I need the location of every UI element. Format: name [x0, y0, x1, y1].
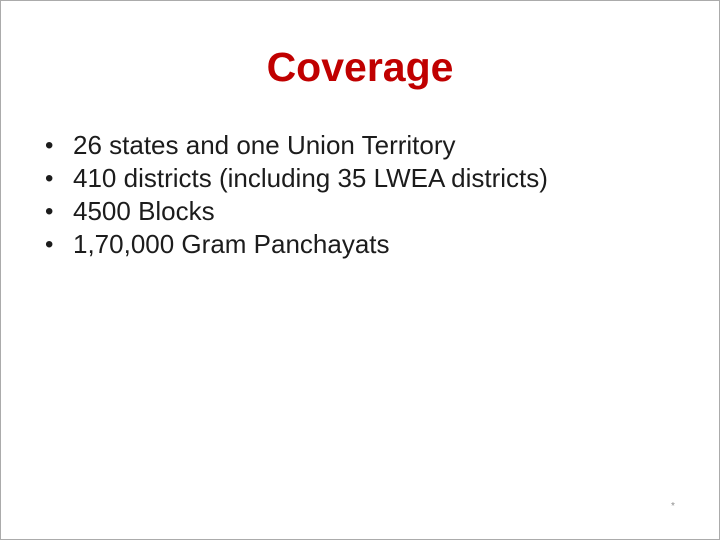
bullet-icon: • [45, 165, 54, 192]
list-item [45, 129, 695, 162]
list-item [45, 162, 695, 195]
footnote-asterisk: * [671, 501, 675, 512]
bullet-icon: • [45, 198, 54, 225]
bullet-text: 1,70,000 Gram Panchayats [73, 229, 390, 259]
bullet-text: 4500 Blocks [73, 196, 215, 226]
bullet-icon: • [45, 231, 54, 258]
bullet-text: 26 states and one Union Territory [73, 130, 456, 160]
slide-title: Coverage [266, 44, 454, 90]
bullet-text: 410 districts (including 35 LWEA districts) [73, 163, 548, 193]
bullet-icon: • [45, 132, 54, 159]
list-item [45, 195, 695, 228]
list-item [45, 228, 695, 261]
bullet-list [45, 129, 695, 261]
